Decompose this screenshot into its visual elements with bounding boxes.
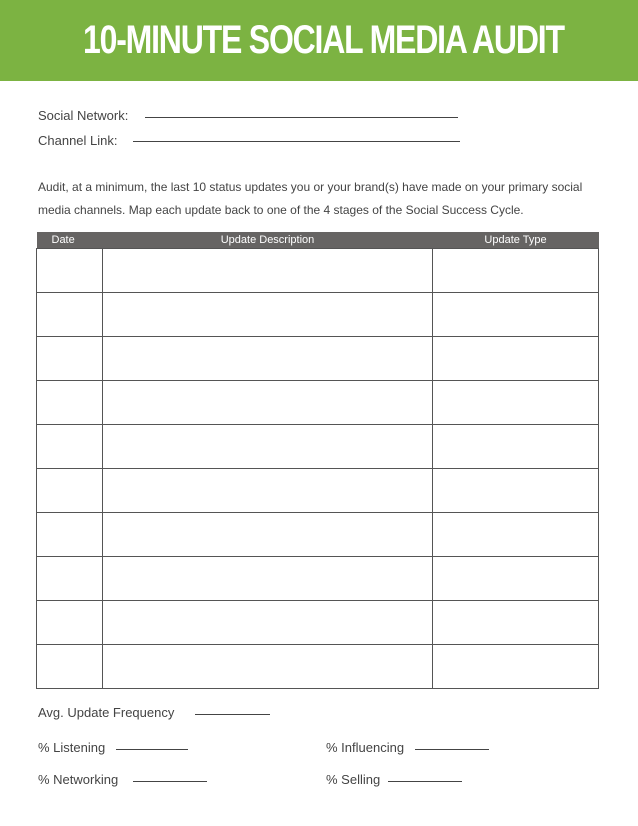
date-cell[interactable] (37, 601, 103, 645)
table-row (37, 293, 599, 337)
update-description-cell[interactable] (103, 425, 433, 469)
date-cell[interactable] (37, 557, 103, 601)
update-type-cell[interactable] (433, 381, 599, 425)
audit-table (36, 232, 599, 689)
channel-link-label: Channel Link: (38, 133, 118, 148)
social-network-input-line[interactable] (145, 117, 458, 118)
table-row (37, 249, 599, 293)
date-cell[interactable] (37, 513, 103, 557)
instructions-text: Audit, at a minimum, the last 10 status updates you or your brand(s) have made on your primary social media channels. Map each update back to one of the 4 stages of the Social Success Cycle. (38, 180, 583, 217)
networking-label: % Networking (38, 772, 119, 787)
date-cell[interactable] (37, 249, 103, 293)
selling-label: % Selling (326, 772, 381, 787)
table-row (37, 381, 599, 425)
update-description-cell[interactable] (103, 601, 433, 645)
column-header-update-type: Update Type (433, 232, 599, 249)
avg-update-frequency-label: Avg. Update Frequency (38, 705, 175, 720)
title-banner (0, 0, 638, 81)
social-network-field (38, 108, 128, 124)
date-cell[interactable] (37, 293, 103, 337)
date-cell[interactable] (37, 425, 103, 469)
date-cell[interactable] (37, 645, 103, 689)
update-description-cell[interactable] (103, 249, 433, 293)
table-row (37, 601, 599, 645)
table-body (37, 249, 599, 689)
update-description-cell[interactable] (103, 645, 433, 689)
column-header-update-description: Update Description (103, 232, 433, 249)
table-row (37, 557, 599, 601)
update-description-cell[interactable] (103, 293, 433, 337)
update-type-cell[interactable] (433, 337, 599, 381)
channel-link-input-line[interactable] (133, 141, 460, 142)
page-title: 10-MINUTE SOCIAL MEDIA AUDIT (83, 18, 564, 62)
update-type-cell[interactable] (433, 249, 599, 293)
update-type-cell[interactable] (433, 469, 599, 513)
update-description-cell[interactable] (103, 557, 433, 601)
social-network-label: Social Network: (38, 108, 129, 123)
channel-link-field (38, 133, 118, 149)
influencing-label: % Influencing (326, 740, 405, 755)
listening-input-line[interactable] (116, 749, 188, 750)
avg-update-frequency-input-line[interactable] (195, 714, 270, 715)
column-header-date: Date (37, 232, 103, 249)
update-description-cell[interactable] (103, 381, 433, 425)
influencing-input-line[interactable] (415, 749, 489, 750)
table-row (37, 469, 599, 513)
update-description-cell[interactable] (103, 337, 433, 381)
update-type-cell[interactable] (433, 557, 599, 601)
date-cell[interactable] (37, 381, 103, 425)
update-type-cell[interactable] (433, 601, 599, 645)
update-type-cell[interactable] (433, 293, 599, 337)
update-description-cell[interactable] (103, 469, 433, 513)
date-cell[interactable] (37, 469, 103, 513)
table-row (37, 645, 599, 689)
update-type-cell[interactable] (433, 513, 599, 557)
table-row (37, 337, 599, 381)
selling-input-line[interactable] (388, 781, 462, 782)
table-row (37, 513, 599, 557)
networking-input-line[interactable] (133, 781, 207, 782)
update-description-cell[interactable] (103, 513, 433, 557)
update-type-cell[interactable] (433, 425, 599, 469)
table-row (37, 425, 599, 469)
date-cell[interactable] (37, 337, 103, 381)
update-type-cell[interactable] (433, 645, 599, 689)
table-header-row (37, 232, 599, 249)
listening-label: % Listening (38, 740, 106, 755)
